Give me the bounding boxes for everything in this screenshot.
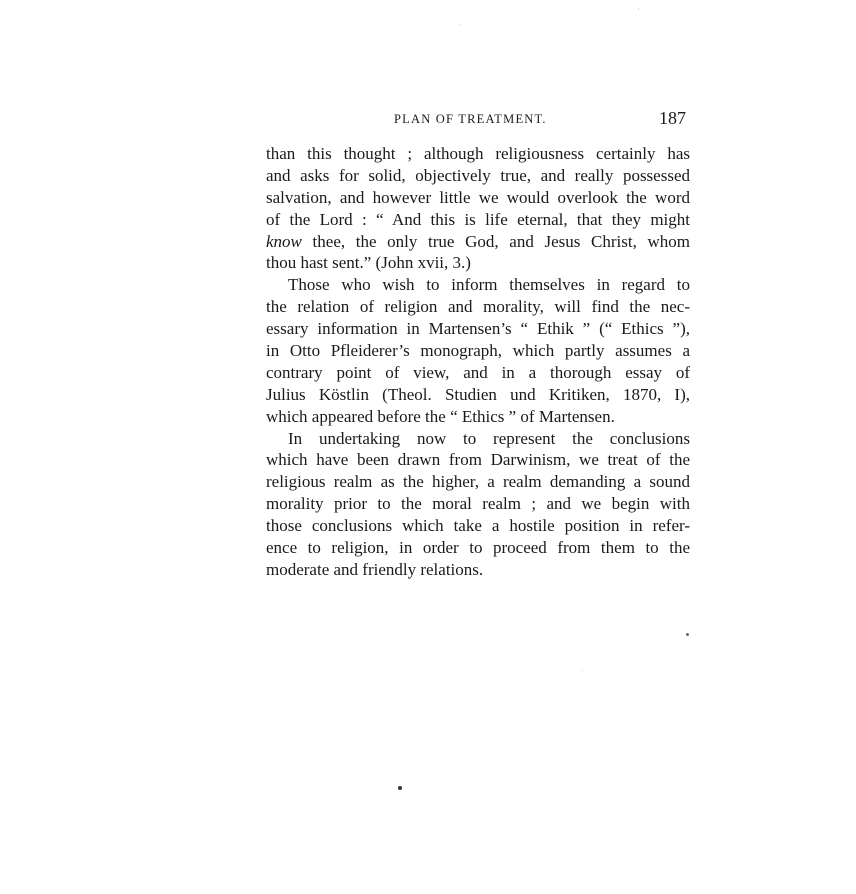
text-line: thou hast sent.” (John xvii, 3.) [266,253,471,273]
paragraph-first-line: In undertaking now to represent the conclusions [288,428,690,448]
text-line: than this thought ; although religiousness certainly has [266,144,690,163]
text-line: and asks for solid, objectively true, and really possessed [266,165,690,185]
text-line: religious realm as the higher, a realm demanding a sound [266,472,690,492]
paragraph-first-line: Those who wish to inform themselves in regard to [288,275,690,295]
text-line: salvation, and however little we would overlook the word [266,187,690,207]
page-number: 187 [659,108,686,128]
text-line: which appeared before the “ Ethics ” of Martensen. [266,406,615,426]
text-line: ence to religion, in order to proceed from them to the [266,538,690,558]
text-line: moderate and friendly relations. [266,559,484,579]
text-line: Julius Köstlin (Theol. Studien und Kritiken, 1870, I), [266,384,690,404]
text-line: which have been drawn from Darwinism, we treat of the [266,450,690,470]
text-line-rest: thee, the only true God, and Jesus Christ, whom [312,231,691,251]
text-line: those conclusions which take a hostile position in refer- [266,516,690,536]
text-line: essary information in Martensen’s “ Ethik ” (“ Ethics ”), [266,319,690,339]
speck-mark [686,633,689,636]
text-line: in Otto Pfleiderer’s monograph, which partly assumes a [266,341,690,361]
text-line: morality prior to the moral realm ; and we begin with [266,494,690,514]
text-line: contrary point of view, and in a thorough essay of [266,362,690,382]
speck-mark [638,8,639,10]
speck-mark [398,786,402,790]
text-line: the relation of religion and morality, will find the nec- [266,297,690,317]
text-line [266,231,690,253]
body-text [266,143,690,581]
running-title: PLAN OF TREATMENT. [394,112,547,126]
italic-word: know [266,231,302,251]
text-line: of the Lord : “ And this is life eternal, that they might [266,209,690,229]
speck-mark [460,24,461,25]
speck-mark [582,670,583,671]
running-header [266,108,690,132]
